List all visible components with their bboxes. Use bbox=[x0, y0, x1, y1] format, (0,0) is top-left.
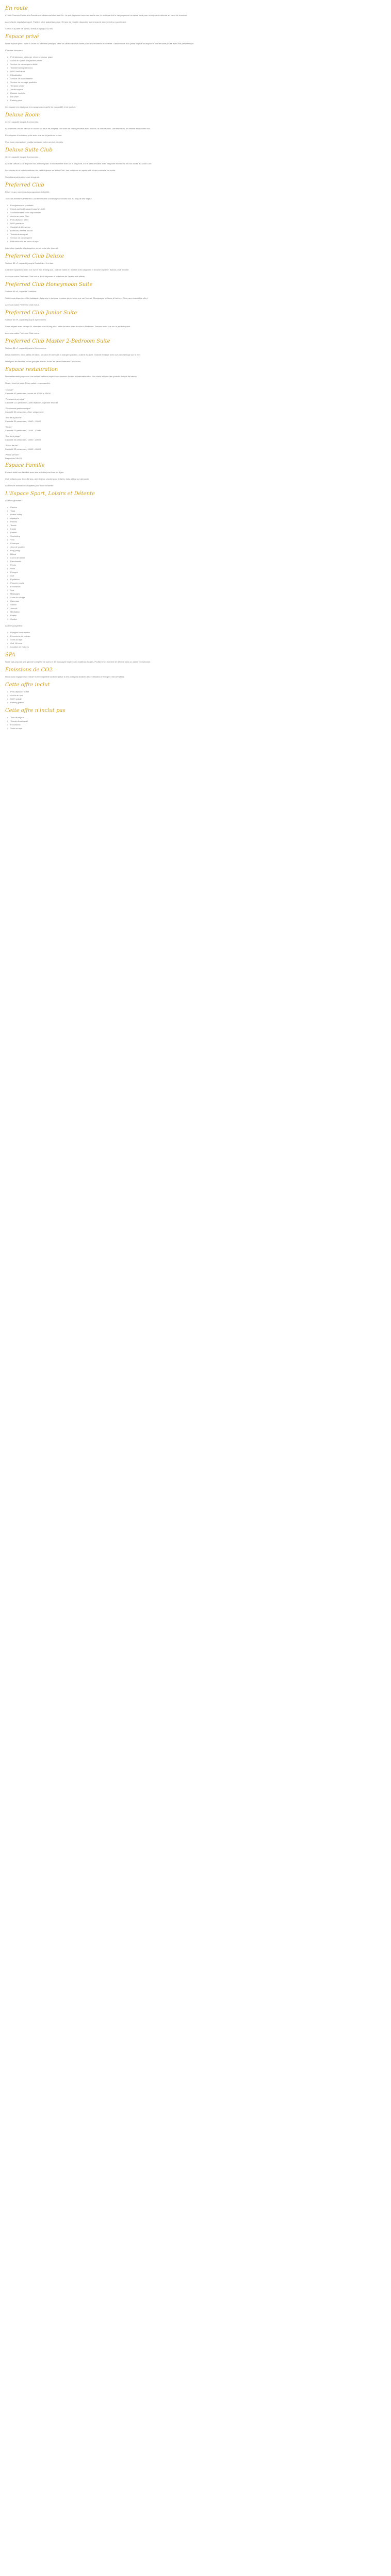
list-item: • Wi-Fi gratuit bbox=[10, 697, 376, 701]
paragraph: Chambre spacieuse avec vue sur la mer, lit king-size, salle de bains en marbre avec baignoire et douche séparée. Balcon privé meublé. bbox=[5, 268, 129, 271]
section-preferred-club bbox=[5, 182, 376, 250]
section-preferred-club-honeymoon bbox=[5, 281, 376, 307]
section-deluxe-suite-club bbox=[5, 147, 376, 179]
list-item: • Boissons offertes au bar bbox=[10, 229, 376, 232]
section-preferred-club-deluxe bbox=[5, 253, 376, 278]
section-title: Deluxe Room bbox=[5, 112, 40, 118]
section-title: L'Espace Sport, Loisirs et Détente bbox=[5, 491, 95, 497]
list-item: • Méditation bbox=[10, 610, 376, 614]
list-item: • Jeux de société bbox=[10, 545, 376, 549]
section-espace-prive bbox=[5, 33, 376, 109]
list-item: • Location de voitures bbox=[10, 645, 376, 649]
section-cette-offre-inclut-pas bbox=[5, 707, 376, 730]
list-item: • Fitness bbox=[10, 520, 376, 523]
venue-detail: Capacité 25 personnes, 10h00 - 20h00 bbox=[5, 438, 41, 441]
bullet-list bbox=[5, 631, 376, 649]
list-item: • Golf 18 trous bbox=[10, 641, 376, 645]
list-item: • Service de blanchisserie bbox=[10, 77, 376, 80]
venue-entry bbox=[5, 388, 376, 395]
list-item: • Réduction sur les soins du spa bbox=[10, 240, 376, 243]
venue-detail: Capacité 50 personnes, dîner uniquement bbox=[5, 411, 44, 413]
paragraph: Surface 45 m², capacité 2 adultes. bbox=[5, 290, 37, 293]
list-item: • Jardin tropical bbox=[10, 88, 376, 91]
section-cette-offre-inclut bbox=[5, 682, 376, 704]
venue-detail: Capacité 120 personnes, petit-déjeuner, déjeuner et dîner bbox=[5, 401, 58, 404]
list-item: • Wi-Fi haut débit bbox=[10, 70, 376, 73]
paragraph: Réservé aux membres du programme de fidélité. bbox=[5, 191, 50, 193]
venue-detail: Disponible 24h/24 bbox=[5, 457, 22, 460]
venue-name: "Bar de la plage" bbox=[5, 435, 21, 437]
paragraph: L'Hôtel Cosmos Pointe-à-la-Dorade est idéalement situé sur l'île. Le spa, la piscine avec vue sur la mer, le restaurant et le bar proposent un cadre idéal pour un séjour de détente au cœur de la nature. bbox=[5, 14, 188, 16]
paragraph: Inscription gratuite à la réception ou sur notre site internet. bbox=[5, 247, 59, 249]
list-item: • Enregistrement prioritaire bbox=[10, 204, 376, 207]
section-title: Espace restauration bbox=[5, 367, 58, 372]
paragraph: Deux chambres, deux salles de bains, un salon et une salle à manger spacieux, cuisine équipée. Grande terrasse avec vue panoramique sur la mer. bbox=[5, 353, 141, 356]
paragraph: Activités et animations adaptées pour toute la famille. bbox=[5, 484, 54, 487]
paragraph: Surface 40 m², capacité jusqu'à 3 personnes. bbox=[5, 318, 47, 321]
list-item: • Climatisation bbox=[10, 73, 376, 77]
section-title: Espace Famille bbox=[5, 463, 45, 468]
paragraph: Les clients de la suite bénéficient du petit-déjeuner au salon Club, des collations en après-midi et des cocktails en soirée. bbox=[5, 169, 116, 172]
paragraph: Pour toute réservation, veuillez contacter notre service clientèle. bbox=[5, 141, 64, 143]
list-item: • Surclassement selon disponibilité bbox=[10, 211, 376, 214]
list-item: • Petit déjeuner, déjeuner, dîner servis sur place bbox=[10, 55, 376, 59]
list-item: • Planche à voile bbox=[10, 581, 376, 585]
paragraph: Activités gratuites : bbox=[5, 499, 23, 502]
paragraph: Ouvert tous les jours. Réservation recommandée. bbox=[5, 382, 51, 384]
section-title: Preferred Club Honeymoon Suite bbox=[5, 282, 93, 287]
list-item: • Snorkeling bbox=[10, 534, 376, 538]
section-title: Preferred Club Deluxe bbox=[5, 253, 64, 259]
venue-name: "Bar de la piscine" bbox=[5, 416, 22, 419]
section-title: Cette offre n'inclut pas bbox=[5, 708, 66, 714]
venue-name: "Snack" bbox=[5, 426, 12, 428]
paragraph: Idéal pour les familles ou les groupes d'amis. Accès au salon Preferred Club inclus. bbox=[5, 360, 82, 363]
venue-detail: Capacité 40 personnes, ouvert de 10h00 à 23h00 bbox=[5, 392, 51, 395]
list-item: • Beach volley bbox=[10, 513, 376, 516]
paragraph: Check-in à partir de 15h00, check-out jusqu'à 11h00. bbox=[5, 27, 54, 30]
section-title: Deluxe Suite Club bbox=[5, 147, 53, 153]
list-item: • Accès au salon Club bbox=[10, 214, 376, 218]
list-item: • Excursions bbox=[10, 723, 376, 726]
paragraph: Salon séparé avec canapé-lit, chambre avec lit king-size, salle de bains avec douche à l'italienne. Terrasse avec vue sur le jardin tropical. bbox=[5, 325, 131, 328]
list-item: • Check-out tardif garanti jusqu'à 14h00 bbox=[10, 207, 376, 211]
bullet-list bbox=[5, 55, 376, 102]
list-item: • Terrasse privée bbox=[10, 84, 376, 88]
list-item: • Cocktail de bienvenue bbox=[10, 225, 376, 229]
list-item: • Zumba bbox=[10, 617, 376, 621]
list-item: • Soins au spa bbox=[10, 726, 376, 730]
bullet-list bbox=[5, 204, 376, 243]
list-item: • Soins au spa bbox=[10, 638, 376, 641]
list-item: • Jacuzzi bbox=[10, 606, 376, 610]
paragraph: Tous nos membres Preferred Club bénéficient d'avantages exclusifs tout au long de leur séjour. bbox=[5, 197, 92, 200]
venue-entry bbox=[5, 397, 376, 404]
venue-entry bbox=[5, 406, 376, 414]
list-item: • Kayak bbox=[10, 527, 376, 531]
list-item: • Paddle bbox=[10, 531, 376, 534]
section-preferred-club-master bbox=[5, 338, 376, 363]
venue-entry bbox=[5, 453, 376, 460]
venue-entry bbox=[5, 434, 376, 442]
section-title: Preferred Club bbox=[5, 182, 44, 188]
list-item: • Excursions en bateau bbox=[10, 634, 376, 638]
venue-entry bbox=[5, 416, 376, 423]
venue-detail: Capacité 25 personnes, 14h00 - 18h00 bbox=[5, 448, 41, 450]
document-page bbox=[0, 0, 381, 738]
list-item: • Service de conciergerie dédié bbox=[10, 62, 376, 66]
list-item: • Taxe de séjour bbox=[10, 716, 376, 719]
venue-detail: Capacité 30 personnes, 10h00 - 19h00 bbox=[5, 420, 41, 422]
list-item: • Voile bbox=[10, 567, 376, 570]
list-item: • Parking gratuit bbox=[10, 701, 376, 704]
venue-name: "Lounge" bbox=[5, 388, 14, 391]
paragraph: La chambre Deluxe offre un lit double ou deux lits simples, une salle de bains privative avec douche, la climatisation, une télévision, un minibar et un coffre-fort. bbox=[5, 127, 151, 130]
list-item: • Accès au spa et à la piscine privée bbox=[10, 59, 376, 62]
list-item: • Billard bbox=[10, 552, 376, 556]
section-espace-restauration bbox=[5, 366, 376, 460]
paragraph: Club enfants pour les 4-12 ans, aire de jeux, piscine pour enfants, baby-sitting sur demande. bbox=[5, 478, 90, 480]
list-item: • Transferts aéroport bbox=[10, 232, 376, 236]
section-espace-famille bbox=[5, 462, 376, 487]
list-item: • Massages bbox=[10, 592, 376, 596]
list-item: • Excursions bbox=[10, 585, 376, 588]
section-espace-sport bbox=[5, 490, 376, 649]
paragraph: Cet espace est idéal pour les voyageurs en quête de tranquillité et de confort. bbox=[5, 106, 76, 108]
list-item: • Transferts aéroport bbox=[10, 719, 376, 723]
paragraph: Espace dédié aux familles avec des activités pour tous les âges. bbox=[5, 471, 64, 473]
list-item: • Plongée bbox=[10, 570, 376, 574]
list-item: • Ping-pong bbox=[10, 549, 376, 552]
list-item: • Golf bbox=[10, 574, 376, 578]
section-en-route bbox=[5, 5, 376, 30]
list-item: • Tennis bbox=[10, 523, 376, 527]
paragraph: Notre spa propose une gamme complète de soins et de massages inspirés des traditions locales. Profitez d'un moment de détente dans un cadre exceptionnel. bbox=[5, 660, 151, 663]
bullet-list bbox=[5, 505, 376, 621]
list-item: • Randonnée bbox=[10, 560, 376, 563]
section-spa bbox=[5, 652, 376, 664]
list-item: • Pêche bbox=[10, 563, 376, 567]
list-item: • Aquagym bbox=[10, 516, 376, 520]
section-title: SPA bbox=[5, 652, 15, 658]
list-item: • Soins du visage bbox=[10, 596, 376, 599]
list-item: • Service de ménage quotidien bbox=[10, 80, 376, 84]
list-item: • Accès au spa bbox=[10, 693, 376, 697]
list-item: • Plongée sous-marine bbox=[10, 631, 376, 634]
paragraph: Surface 85 m², capacité jusqu'à 5 personnes. bbox=[5, 347, 47, 349]
section-title: Preferred Club Junior Suite bbox=[5, 310, 77, 316]
list-item: • Petit-déjeuner buffet bbox=[10, 690, 376, 693]
list-item: • Cuisine équipée bbox=[10, 91, 376, 95]
venue-detail: Capacité 20 personnes, 11h00 - 17h00 bbox=[5, 429, 41, 432]
list-item: • Spa bbox=[10, 588, 376, 592]
venue-entry bbox=[5, 444, 376, 451]
paragraph: Elle dispose d'un balcon privé avec vue sur le jardin ou la mer. bbox=[5, 134, 62, 137]
list-item: • Yoga bbox=[10, 509, 376, 513]
paragraph: Nos restaurants proposent une cuisine raffinée inspirée des saveurs locales et internationales. Nos chefs utilisent des produits frais et de saison. bbox=[5, 375, 137, 378]
paragraph: 23 m², capacité jusqu'à 2 personnes. bbox=[5, 121, 39, 123]
venue-name: "Room service" bbox=[5, 453, 20, 456]
venue-name: "Restaurant principal" bbox=[5, 398, 25, 400]
bullet-list bbox=[5, 716, 376, 730]
paragraph: L'espace comprend : bbox=[5, 49, 25, 52]
list-item: • Cours de danse bbox=[10, 556, 376, 560]
paragraph: Accès au salon Preferred Club inclus. bbox=[5, 332, 40, 334]
section-title: Émissions de CO2 bbox=[5, 667, 53, 673]
list-item: • Parking privé bbox=[10, 98, 376, 102]
list-item: • Pilates bbox=[10, 614, 376, 617]
section-title: Espace privé bbox=[5, 34, 39, 40]
section-emissions-co2 bbox=[5, 667, 376, 679]
paragraph: Accès au salon Preferred Club inclus. bbox=[5, 303, 40, 306]
paragraph: 38 m², capacité jusqu'à 3 personnes. bbox=[5, 156, 39, 158]
venue-name: "Salon de thé" bbox=[5, 444, 19, 447]
section-preferred-club-junior bbox=[5, 310, 376, 335]
paragraph: Accès facile depuis l'aéroport. Parking privé gratuit sur place. Service de navette disponible sur demande moyennant un supplément. bbox=[5, 21, 127, 23]
section-deluxe-room bbox=[5, 112, 376, 144]
venue-name: "Restaurant gastronomique" bbox=[5, 407, 31, 410]
list-item: • Bar privé bbox=[10, 95, 376, 98]
list-item: • Équitation bbox=[10, 578, 376, 581]
list-item: • Sauna bbox=[10, 603, 376, 606]
paragraph: Surface 32 m², capacité jusqu'à 2 adultes et 1 enfant. bbox=[5, 262, 54, 264]
list-item: • Pétanque bbox=[10, 541, 376, 545]
paragraph: Accès au salon Preferred Club inclus. Petit-déjeuner et collations de l'après-midi offerts. bbox=[5, 275, 86, 278]
paragraph: Suite romantique avec lit à baldaquin, baignoire à remous, terrasse privée avec vue sur l'océan. Champagne et fleurs à l'arrivée. Dîner aux chandelles offert. bbox=[5, 297, 148, 299]
section-title: En route bbox=[5, 6, 28, 11]
venue-entry bbox=[5, 425, 376, 432]
section-title: Cette offre inclut bbox=[5, 682, 50, 688]
list-item: • Piscine bbox=[10, 505, 376, 509]
paragraph: Notre espace privé, niché à l'écart du bâtiment principal, offre un cadre calme et intime pour des moments de détente. Il est entouré d'un jardin tropical et dispose d'une terrasse privée avec vue panoramique. bbox=[5, 42, 194, 45]
list-item: • Service de conciergerie bbox=[10, 236, 376, 240]
list-item: • Petit-déjeuner offert bbox=[10, 218, 376, 222]
list-item: • Vélo bbox=[10, 538, 376, 541]
paragraph: Nous nous engageons à réduire notre empreinte carbone grâce à des pratiques durables et à l'utilisation d'énergies renouvelables. bbox=[5, 675, 125, 678]
section-title: Preferred Club Master 2-Bedroom Suite bbox=[5, 338, 110, 344]
bullet-list bbox=[5, 690, 376, 704]
list-item: • Hammam bbox=[10, 599, 376, 603]
list-item: • Transfert aéroport inclus bbox=[10, 66, 376, 70]
paragraph: Activités payantes : bbox=[5, 624, 23, 627]
paragraph: La suite Deluxe Club dispose d'un salon séparé, d'une chambre avec un lit king-size, d'une salle de bains avec baignoire et douche, et d'un accès au salon Club. bbox=[5, 162, 152, 165]
list-item: • Wi-Fi premium bbox=[10, 222, 376, 225]
paragraph: Conditions particulières sur demande. bbox=[5, 176, 40, 178]
